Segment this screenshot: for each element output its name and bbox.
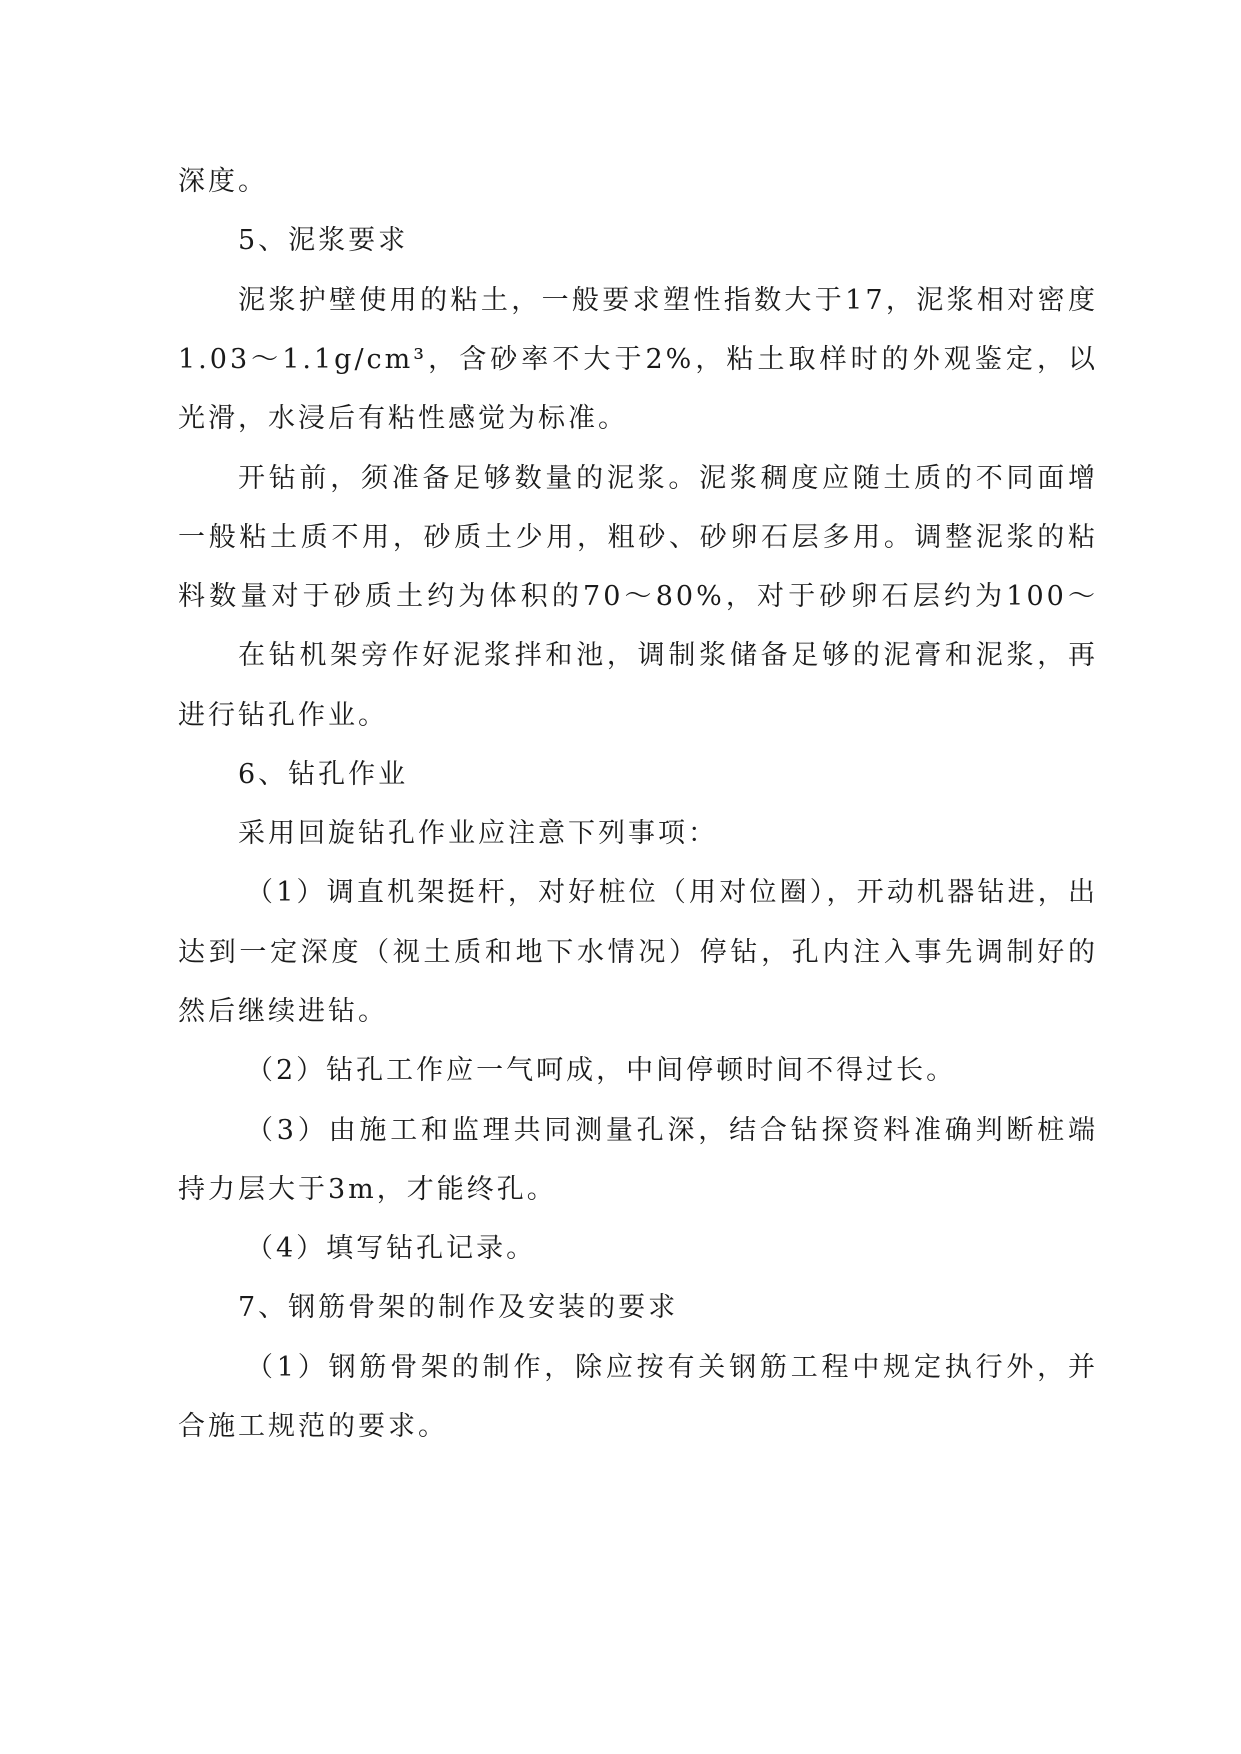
paragraph-line: 1.03～1.1g/cm³，含砂率不大于2%，粘土取样时的外观鉴定，以 (178, 344, 1098, 375)
paragraph-line: 采用回旋钻孔作业应注意下列事项： (238, 818, 718, 849)
section-heading: 5、泥浆要求 (238, 225, 409, 256)
paragraph-line: 进行钻孔作业。 (178, 700, 388, 731)
paragraph-line: 料数量对于砂质土约为体积的70～80%，对于砂卵石层约为100～ (178, 581, 1098, 612)
paragraph-line: 在钻机架旁作好泥浆拌和池，调制浆储备足够的泥膏和泥浆，再 (238, 640, 1098, 671)
section-heading: 7、钢筋骨架的制作及安装的要求 (238, 1292, 679, 1323)
list-item-line: （3）由施工和监理共同测量孔深，结合钻探资料准确判断桩端 (246, 1115, 1098, 1146)
list-item-line: （4）填写钻孔记录。 (246, 1233, 537, 1264)
list-item-line: （1）调直机架挺杆，对好桩位（用对位圈），开动机器钻进，出 (246, 877, 1098, 908)
paragraph-line: 光滑，水浸后有粘性感觉为标准。 (178, 403, 628, 434)
paragraph-line: 一般粘土质不用，砂质土少用，粗砂、砂卵石层多用。调整泥浆的粘 (178, 522, 1098, 553)
paragraph-line: 然后继续进钻。 (178, 996, 388, 1027)
paragraph-line: 达到一定深度（视土质和地下水情况）停钻，孔内注入事先调制好的 (178, 937, 1098, 968)
list-item-line: （2）钻孔工作应一气呵成，中间停顿时间不得过长。 (246, 1055, 957, 1086)
section-heading: 6、钻孔作业 (238, 759, 409, 790)
paragraph-line: 持力层大于3m，才能终孔。 (178, 1174, 557, 1205)
paragraph-line: 深度。 (178, 166, 268, 197)
paragraph-line: 泥浆护壁使用的粘土，一般要求塑性指数大于17，泥浆相对密度 (238, 285, 1098, 316)
list-item-line: （1）钢筋骨架的制作，除应按有关钢筋工程中规定执行外，并 (246, 1352, 1098, 1383)
paragraph-line: 合施工规范的要求。 (178, 1411, 448, 1442)
paragraph-line: 开钻前，须准备足够数量的泥浆。泥浆稠度应随土质的不同面增 (238, 463, 1098, 494)
